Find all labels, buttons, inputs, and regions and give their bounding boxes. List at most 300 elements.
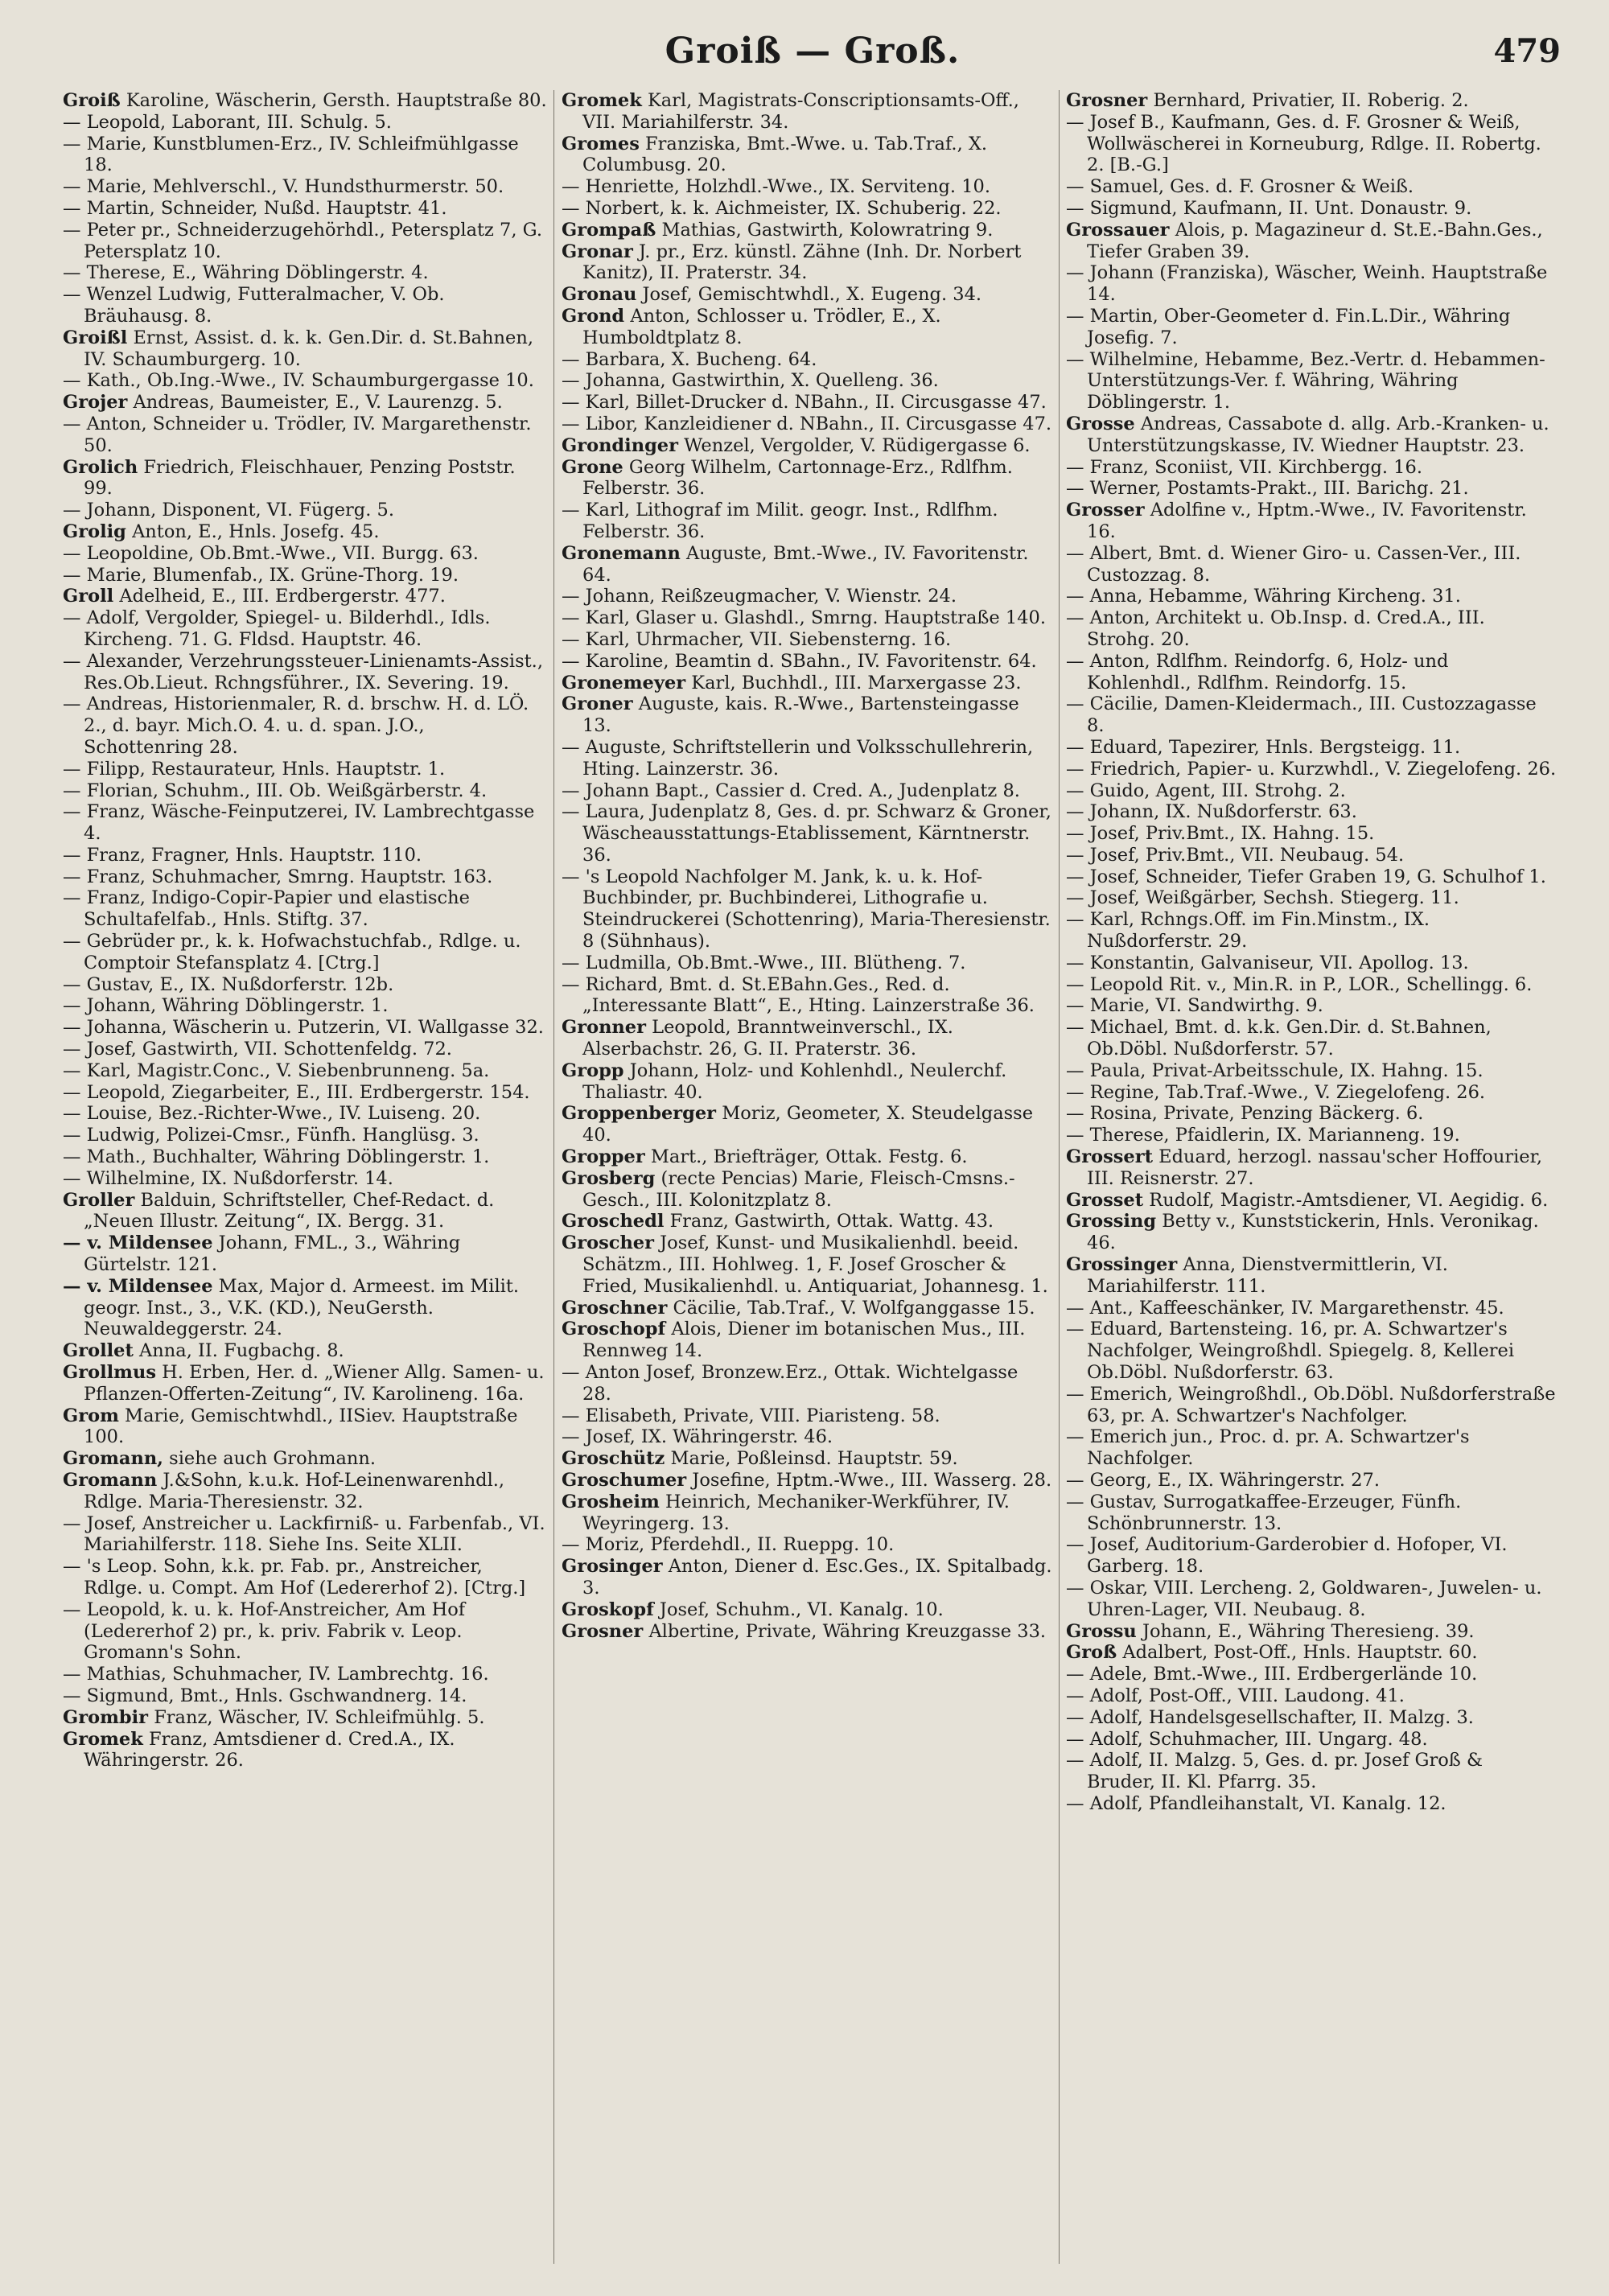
directory-entry — [63, 866, 547, 888]
entry-text: Andreas, Cassabote d. allg. Arb.-Kranken- u. Unterstützungskasse, IV. Wiedner Hauptstr. 23. — [1087, 413, 1549, 456]
entry-surname: Grosberg — [562, 1167, 656, 1189]
directory-entry — [63, 1232, 547, 1276]
directory-entry — [63, 607, 547, 651]
entry-text: Anna, Dienstvermittlerin, VI. Mariahilferstr. 111. — [1087, 1254, 1448, 1297]
page-title: Groiß — Groß. — [665, 31, 961, 72]
directory-entry — [1066, 1750, 1557, 1793]
entry-text: — Adolf, Handelsgesellschafter, II. Malzg. 3. — [1066, 1706, 1474, 1728]
entry-text: — Johann, Währing Döblingerstr. 1. — [63, 995, 389, 1017]
entry-text: J. pr., Erz. künstl. Zähne (Inh. Dr. Norbert Kanitz), II. Praterstr. 34. — [582, 241, 1022, 284]
entry-text: — Sigmund, Kaufmann, II. Unt. Donaustr. 9. — [1066, 197, 1472, 219]
directory-entry — [63, 521, 547, 543]
directory-entry — [1066, 1190, 1557, 1212]
directory-entry — [1066, 1060, 1557, 1082]
directory-entry — [562, 284, 1052, 306]
entry-text: — Math., Buchhalter, Währing Döblingerstr. 1. — [63, 1146, 490, 1168]
entry-text: — Leopold, Laborant, III. Schulg. 5. — [63, 111, 392, 133]
directory-entry — [562, 1621, 1052, 1643]
directory-entry — [63, 220, 547, 263]
entry-text: — Michael, Bmt. d. k.k. Gen.Dir. d. St.Bahnen, Ob.Döbl. Nußdorferstr. 57. — [1066, 1017, 1492, 1060]
entry-text: — Josef, Priv.Bmt., IX. Hahng. 15. — [1066, 823, 1375, 845]
entry-text: Anton, E., Hnls. Josefg. 45. — [132, 521, 380, 542]
directory-entry — [1066, 1707, 1557, 1729]
directory-entry — [1066, 1298, 1557, 1319]
entry-surname: — v. Mildensee — [63, 1275, 213, 1297]
entry-text: siehe auch Grohmann. — [169, 1448, 376, 1470]
entry-text: Friedrich, Fleischhauer, Penzing Poststr. 99. — [84, 456, 516, 500]
entry-text: — Adolf, Post-Off., VIII. Laudong. 41. — [1066, 1685, 1405, 1706]
entry-surname: Groschner — [562, 1297, 668, 1319]
entry-surname: Groskopf — [562, 1599, 654, 1620]
entry-text: Wenzel, Vergolder, V. Rüdigergasse 6. — [684, 434, 1031, 456]
directory-entry — [1066, 1426, 1557, 1470]
entry-surname: Groll — [63, 586, 114, 607]
directory-entry — [1066, 543, 1557, 586]
directory-entry — [1066, 414, 1557, 457]
entry-surname: Grossauer — [1066, 219, 1170, 241]
entry-text: Franz, Amtsdiener d. Cred.A., IX. Währingerstr. 26. — [84, 1728, 455, 1771]
entry-surname: Grosser — [1066, 500, 1145, 521]
directory-entry — [1066, 1211, 1557, 1254]
entry-text: — Adolf, II. Malzg. 5, Ges. d. pr. Josef Groß & Bruder, II. Kl. Pfarrg. 35. — [1066, 1750, 1483, 1793]
directory-entry — [562, 737, 1052, 780]
directory-entry — [1066, 220, 1557, 263]
entry-text: — Marie, VI. Sandwirthg. 9. — [1066, 995, 1323, 1017]
directory-entry — [562, 370, 1052, 392]
directory-entry — [1066, 887, 1557, 909]
directory-entry — [63, 1060, 547, 1082]
entry-text: — Marie, Blumenfab., IX. Grüne-Thorg. 19. — [63, 564, 459, 586]
entry-text: Josefine, Hptm.-Wwe., III. Wasserg. 28. — [692, 1470, 1052, 1491]
directory-entry — [63, 995, 547, 1017]
directory-entry — [562, 1492, 1052, 1535]
entry-surname: Grone — [562, 456, 623, 478]
column-2 — [562, 90, 1052, 2272]
directory-entry — [1066, 1729, 1557, 1751]
entry-text: — Karl, Glaser u. Glashdl., Smrng. Hauptstraße 140. — [562, 607, 1046, 629]
directory-entry — [562, 586, 1052, 607]
entry-text: — Samuel, Ges. d. F. Grosner & Weiß. — [1066, 176, 1414, 198]
entry-text: Anna, II. Fugbachg. 8. — [139, 1340, 344, 1362]
entry-text: — Elisabeth, Private, VIII. Piaristeng. 58. — [562, 1405, 940, 1426]
directory-entry — [1066, 995, 1557, 1017]
entry-surname: Grondinger — [562, 434, 678, 456]
entry-surname: Gromann — [63, 1470, 158, 1491]
entry-text: — Johanna, Gastwirthin, X. Quelleng. 36. — [562, 370, 939, 392]
entry-text: — Leopoldine, Ob.Bmt.-Wwe., VII. Burgg. 63. — [63, 542, 479, 564]
directory-entry — [63, 1513, 547, 1557]
directory-entry — [1066, 866, 1557, 888]
directory-entry — [1066, 780, 1557, 802]
entry-text: Bernhard, Privatier, II. Roberig. 2. — [1153, 90, 1469, 111]
directory-entry — [1066, 651, 1557, 694]
entry-text: — Wilhelmine, Hebamme, Bez.-Vertr. d. Hebammen-Unterstützungs-Ver. f. Währing, Währing Döblingerstr. 1. — [1066, 348, 1545, 414]
directory-entry — [63, 1707, 547, 1729]
entry-text: — Wilhelmine, IX. Nußdorferstr. 14. — [63, 1167, 393, 1189]
entry-text: — Wenzel Ludwig, Futteralmacher, V. Ob. Bräuhausg. 8. — [63, 284, 445, 327]
entry-surname: Grossinger — [1066, 1254, 1178, 1276]
entry-surname: Groschedl — [562, 1211, 665, 1232]
directory-entry — [562, 607, 1052, 629]
directory-entry — [63, 845, 547, 866]
page-number: 479 — [1493, 32, 1561, 70]
directory-entry — [63, 284, 547, 327]
entry-text: — Karl, Uhrmacher, VII. Siebensterng. 16. — [562, 628, 952, 650]
entry-text: — Johann, Reißzeugmacher, V. Wienstr. 24. — [562, 586, 957, 607]
entry-text: — Karl, Billet-Drucker d. NBahn., II. Circusgasse 47. — [562, 392, 1047, 414]
directory-entry — [562, 134, 1052, 177]
entry-text: — Richard, Bmt. d. St.EBahn.Ges., Red. d. „Interessante Blatt“, E., Hting. Lainzerstraße 36. — [562, 973, 1035, 1017]
entry-text: — Rosina, Private, Penzing Bäckerg. 6. — [1066, 1103, 1424, 1125]
entry-surname: Gropper — [562, 1146, 645, 1168]
directory-entry — [562, 1017, 1052, 1060]
entry-surname: Gromes — [562, 133, 640, 154]
entry-surname: Gromek — [63, 1728, 143, 1750]
directory-entry — [562, 176, 1052, 198]
directory-entry — [63, 198, 547, 220]
directory-entry — [1066, 1642, 1557, 1664]
page-header — [64, 24, 1561, 88]
directory-entry — [63, 1276, 547, 1340]
entry-surname: Grollmus — [63, 1362, 157, 1384]
directory-entry — [562, 1319, 1052, 1362]
entry-text: Heinrich, Mechaniker-Werkführer, IV. Weyringerg. 13. — [582, 1491, 1010, 1534]
directory-entry — [562, 1470, 1052, 1492]
directory-entry — [1066, 823, 1557, 845]
entry-text: — Anton, Schneider u. Trödler, IV. Margarethenstr. 50. — [63, 413, 532, 456]
entry-text: — Eduard, Tapezirer, Hnls. Bergsteigg. 11. — [1066, 736, 1461, 758]
directory-entry — [1066, 90, 1557, 112]
directory-entry — [1066, 500, 1557, 543]
directory-entry — [1066, 737, 1557, 759]
directory-entry — [562, 1448, 1052, 1470]
entry-text: — Adolf, Schuhmacher, III. Ungarg. 48. — [1066, 1728, 1428, 1750]
entry-text: — Josef, Schneider, Tiefer Graben 19, G. Schulhof 1. — [1066, 866, 1546, 887]
entry-text: Johann, FML., 3., Währing Gürtelstr. 121. — [84, 1232, 461, 1276]
entry-text: — Karl, Magistr.Conc., V. Siebenbrunneng. 5a. — [63, 1060, 490, 1081]
entry-surname: Gromann, — [63, 1448, 164, 1470]
entry-surname: Groller — [63, 1189, 135, 1211]
entry-text: Albertine, Private, Währing Kreuzgasse 33. — [648, 1620, 1047, 1642]
directory-entry — [63, 1405, 547, 1449]
entry-text: Ernst, Assist. d. k. k. Gen.Dir. d. St.Bahnen, IV. Schaumburgerg. 10. — [84, 327, 533, 370]
entry-text: — Leopold Rit. v., Min.R. in P., LOR., Schellingg. 6. — [1066, 973, 1533, 995]
entry-surname: Gropp — [562, 1060, 624, 1081]
directory-entry — [1066, 1621, 1557, 1643]
directory-entry — [1066, 1685, 1557, 1707]
entry-text: — Emerich jun., Proc. d. pr. A. Schwartzer's Nachfolger. — [1066, 1426, 1470, 1470]
entry-text: — Therese, E., Währing Döblingerstr. 4. — [63, 262, 429, 284]
directory-entry — [63, 1146, 547, 1168]
entry-text: — Anna, Hebamme, Währing Kircheng. 31. — [1066, 586, 1461, 607]
directory-entry — [63, 801, 547, 845]
directory-entry — [1066, 478, 1557, 500]
entry-text: Betty v., Kunststickerin, Hnls. Veronikag. 46. — [1087, 1211, 1539, 1254]
entry-text: Adelheid, E., III. Erdbergerstr. 477. — [119, 586, 446, 607]
directory-entry — [562, 457, 1052, 500]
entry-text: — Anton, Rdlfhm. Reindorfg. 6, Holz- und Kohlenhdl., Rdlfhm. Reindorfg. 15. — [1066, 650, 1449, 693]
directory-entry — [562, 306, 1052, 349]
entry-text: (recte Pencias) Marie, Fleisch-Cmsns.-Gesch., III. Kolonitzplatz 8. — [582, 1167, 1015, 1211]
entry-text: — Mathias, Schuhmacher, IV. Lambrechtg. 16. — [63, 1664, 489, 1685]
entry-surname: Groiß — [63, 90, 121, 111]
entry-text: — Karoline, Beamtin d. SBahn., IV. Favoritenstr. 64. — [562, 650, 1037, 672]
directory-entry — [562, 1426, 1052, 1448]
directory-entry — [1066, 1492, 1557, 1535]
entry-text: Anton, Diener d. Esc.Ges., IX. Spitalbadg. 3. — [582, 1556, 1052, 1599]
directory-entry — [562, 780, 1052, 802]
directory-entry — [562, 1232, 1052, 1297]
directory-entry — [63, 1340, 547, 1362]
entry-text: Andreas, Baumeister, E., V. Laurenzg. 5. — [133, 392, 503, 414]
entry-surname: Grosse — [1066, 413, 1135, 434]
entry-text: — Josef B., Kaufmann, Ges. d. F. Grosner & Weiß, Wollwäscherei in Korneuburg, Rdlge. II. Robertg. 2. [B.-G.] — [1066, 111, 1541, 176]
entry-surname: Gronemeyer — [562, 672, 686, 693]
entry-text: Balduin, Schriftsteller, Chef-Redact. d. „Neuen Illustr. Zeitung“, IX. Bergg. 31. — [84, 1189, 495, 1232]
entry-surname: Groschumer — [562, 1470, 687, 1491]
column-divider — [1059, 90, 1060, 2264]
entry-text: — Emerich, Weingroßhdl., Ob.Döbl. Nußdorferstraße 63, pr. A. Schwartzer's Nachfolger. — [1066, 1383, 1556, 1426]
entry-text: — Anton Josef, Bronzew.Erz., Ottak. Wichtelgasse 28. — [562, 1362, 1018, 1405]
directory-entry — [63, 759, 547, 780]
directory-entry — [63, 1039, 547, 1060]
entry-surname: Gronau — [562, 284, 637, 306]
entry-surname: Grollet — [63, 1340, 134, 1362]
entry-text: Adalbert, Post-Off., Hnls. Hauptstr. 60. — [1122, 1642, 1478, 1664]
directory-entry — [1066, 1534, 1557, 1578]
directory-entry — [562, 1211, 1052, 1232]
directory-entry — [562, 974, 1052, 1018]
entry-text: — Regine, Tab.Traf.-Wwe., V. Ziegelofeng. 26. — [1066, 1081, 1486, 1103]
entry-text: — 's Leop. Sohn, k.k. pr. Fab. pr., Anstreicher, Rdlge. u. Compt. Am Hof (Ledererhof 2). [Ctrg.] — [63, 1556, 526, 1599]
entry-text: Karl, Magistrats-Conscriptionsamts-Off., VII. Mariahilferstr. 34. — [582, 90, 1019, 133]
entry-surname: Groppenberger — [562, 1103, 717, 1125]
directory-entry — [562, 1103, 1052, 1146]
entry-text: — Franz, Wäsche-Feinputzerei, IV. Lambrechtgasse 4. — [63, 801, 535, 845]
entry-text: J.&Sohn, k.u.k. Hof-Leinenwarenhdl., Rdlge. Maria-Theresienstr. 32. — [84, 1470, 505, 1512]
entry-surname: Groißl — [63, 327, 128, 348]
entry-text: — Adolf, Vergolder, Spiegel- u. Bilderhdl., Idls. Kircheng. 71. G. Fldsd. Hauptstr. 46. — [63, 607, 491, 650]
directory-entry — [1066, 1017, 1557, 1060]
directory-entry — [562, 953, 1052, 974]
directory-entry — [1066, 1254, 1557, 1298]
directory-entry — [1066, 306, 1557, 349]
entry-text: Mart., Briefträger, Ottak. Festg. 6. — [650, 1146, 968, 1168]
entry-text: — Martin, Schneider, Nußd. Hauptstr. 41. — [63, 197, 447, 219]
entry-text: — Marie, Mehlverschl., V. Hundsthurmerstr. 50. — [63, 176, 504, 198]
directory-entry — [63, 90, 547, 112]
entry-text: Cäcilie, Tab.Traf., V. Wolfganggasse 15. — [673, 1297, 1035, 1319]
entry-surname: Gromek — [562, 90, 642, 111]
entry-text: — Sigmund, Bmt., Hnls. Gschwandnerg. 14. — [63, 1685, 467, 1706]
entry-text: — Florian, Schuhm., III. Ob. Weißgärberstr. 4. — [63, 780, 488, 801]
entry-text: — 's Leopold Nachfolger M. Jank, k. u. k. Hof-Buchbinder, pr. Buchbinderei, Lithografie u. Steindruckerei (Schottenring), Maria-Theresienstr. 8 (Sühnhaus). — [562, 866, 1051, 953]
entry-surname: Grosner — [1066, 90, 1148, 111]
entry-text: — Franz, Indigo-Copir-Papier und elastische Schultafelfab., Hnls. Stiftg. 37. — [63, 887, 470, 931]
directory-entry — [562, 1060, 1052, 1104]
directory-entry — [1066, 1146, 1557, 1190]
directory-entry — [63, 543, 547, 565]
entry-text: — Cäcilie, Damen-Kleidermach., III. Custozzagasse 8. — [1066, 693, 1537, 737]
entry-text: Alois, p. Magazineur d. St.E.-Bahn.Ges., Tiefer Graben 39. — [1087, 219, 1543, 262]
entry-surname: Grosheim — [562, 1491, 660, 1512]
directory-entry — [562, 392, 1052, 414]
directory-entry — [63, 586, 547, 607]
entry-text: — Marie, Kunstblumen-Erz., IV. Schleifmühlgasse 18. — [63, 133, 519, 176]
directory-entry — [1066, 845, 1557, 866]
entry-text: Josef, Gemischtwhdl., X. Eugeng. 34. — [642, 284, 982, 306]
entry-text: — Franz, Fragner, Hnls. Hauptstr. 110. — [63, 844, 422, 866]
entry-text: Franz, Wäscher, IV. Schleifmühlg. 5. — [154, 1706, 485, 1728]
entry-text: — Franz, Schuhmacher, Smrng. Hauptstr. 163. — [63, 866, 493, 887]
entry-text: Franziska, Bmt.-Wwe. u. Tab.Traf., X. Columbusg. 20. — [582, 133, 988, 176]
entry-text: — Leopold, Ziegarbeiter, E., III. Erdbergerstr. 154. — [63, 1081, 530, 1103]
entry-text: — Henriette, Holzhdl.-Wwe., IX. Serviteng. 10. — [562, 176, 990, 198]
directory-entry — [63, 651, 547, 694]
directory-entry — [63, 565, 547, 586]
directory-entry — [1066, 1470, 1557, 1492]
entry-text: — Auguste, Schriftstellerin und Volksschullehrerin, Hting. Lainzerstr. 36. — [562, 736, 1034, 780]
directory-entry — [562, 1599, 1052, 1621]
directory-entry — [562, 693, 1052, 737]
directory-entry — [63, 112, 547, 134]
entry-text: — Friedrich, Papier- u. Kurzwhdl., V. Ziegelofeng. 26. — [1066, 758, 1557, 780]
directory-entry — [63, 134, 547, 177]
directory-entry — [63, 1017, 547, 1039]
entry-surname: Grosner — [562, 1620, 644, 1642]
directory-entry — [1066, 801, 1557, 823]
entry-text: — Filipp, Restaurateur, Hnls. Hauptstr. 1. — [63, 758, 446, 780]
entry-surname: Grond — [562, 305, 625, 327]
entry-text: Auguste, kais. R.-Wwe., Bartensteingasse 13. — [582, 693, 1019, 737]
entry-text: — Kath., Ob.Ing.-Wwe., IV. Schaumburgergasse 10. — [63, 370, 534, 392]
directory-entry — [562, 1168, 1052, 1212]
entry-text: Eduard, herzogl. nassau'scher Hoffourier, III. Reisnerstr. 27. — [1087, 1146, 1543, 1189]
directory-entry — [63, 457, 547, 500]
directory-entry — [1066, 1793, 1557, 1815]
directory-entry — [63, 1082, 547, 1104]
directory-entry — [1066, 1082, 1557, 1104]
entry-text: — Ludmilla, Ob.Bmt.-Wwe., III. Blütheng. 7. — [562, 952, 966, 973]
directory-entry — [1066, 262, 1557, 306]
directory-entry — [562, 198, 1052, 220]
entry-surname: Groß — [1066, 1642, 1117, 1664]
entry-text: — Johann, Disponent, VI. Fügerg. 5. — [63, 500, 394, 521]
entry-text: — Gustav, Surrogatkaffee-Erzeuger, Fünfh. Schönbrunnerstr. 13. — [1066, 1491, 1462, 1534]
directory-entry — [63, 1103, 547, 1125]
directory-entry — [562, 500, 1052, 543]
column-divider — [553, 90, 554, 2264]
entry-surname: Grosset — [1066, 1189, 1144, 1211]
column-3 — [1066, 90, 1557, 2272]
entry-text: — Franz, Sconiist, VII. Kirchbergg. 16. — [1066, 456, 1422, 478]
directory-entry — [1066, 974, 1557, 996]
entry-text: — Karl, Lithograf im Milit. geogr. Inst., Rdlfhm. Felberstr. 36. — [562, 500, 998, 542]
directory-entry — [562, 435, 1052, 457]
entry-surname: Grossu — [1066, 1620, 1137, 1642]
entry-text: — Adolf, Pfandleihanstalt, VI. Kanalg. 12. — [1066, 1792, 1446, 1814]
entry-text: — Louise, Bez.-Richter-Wwe., IV. Luiseng. 20. — [63, 1103, 481, 1125]
directory-entry — [1066, 1664, 1557, 1685]
entry-surname: Grombir — [63, 1706, 149, 1728]
entry-text: — Georg, E., IX. Währingerstr. 27. — [1066, 1470, 1380, 1491]
entry-text: — Josef, Weißgärber, Sechsh. Stiegerg. 11. — [1066, 887, 1459, 909]
entry-text: — Therese, Pfaidlerin, IX. Marianneng. 19. — [1066, 1125, 1460, 1146]
entry-text: Marie, Gemischtwhdl., IISiev. Hauptstraße 100. — [84, 1405, 518, 1448]
entry-text: — Johann Bapt., Cassier d. Cred. A., Judenplatz 8. — [562, 780, 1020, 801]
directory-entry — [1066, 1319, 1557, 1383]
entry-text: — Josef, IX. Währingerstr. 46. — [562, 1426, 833, 1448]
directory-entry — [63, 370, 547, 392]
entry-text: Auguste, Bmt.-Wwe., IV. Favoritenstr. 64. — [582, 542, 1029, 586]
directory-entry — [63, 392, 547, 414]
directory-entry — [63, 327, 547, 371]
entry-text: — Moriz, Pferdehdl., II. Rueppg. 10. — [562, 1534, 895, 1556]
entry-text: Karoline, Wäscherin, Gersth. Hauptstraße 80. — [126, 90, 547, 111]
entry-text: — Johanna, Wäscherin u. Putzerin, VI. Wallgasse 32. — [63, 1017, 544, 1039]
entry-text: — Johann, IX. Nußdorferstr. 63. — [1066, 801, 1357, 823]
entry-text: — Ludwig, Polizei-Cmsr., Fünfh. Hanglüsg. 3. — [63, 1125, 479, 1146]
directory-entry — [562, 1362, 1052, 1405]
entry-text: — Josef, Auditorium-Garderobier d. Hofoper, VI. Garberg. 18. — [1066, 1534, 1508, 1578]
entry-text: Marie, Poßleinsd. Hauptstr. 59. — [670, 1448, 958, 1470]
directory-entry — [1066, 693, 1557, 737]
directory-entry — [63, 1448, 547, 1470]
entry-surname: Grossert — [1066, 1146, 1153, 1168]
directory-entry — [63, 693, 547, 758]
directory-entry — [63, 176, 547, 198]
entry-text: — Alexander, Verzehrungssteuer-Linienamts-Assist., Res.Ob.Lieut. Rchngsführer., IX. Severing. 19. — [63, 650, 543, 693]
entry-text: Karl, Buchhdl., III. Marxergasse 23. — [691, 672, 1022, 693]
entry-text: H. Erben, Her. d. „Wiener Allg. Samen- u. Pflanzen-Offerten-Zeitung“, IV. Karolineng. 16a. — [84, 1362, 545, 1405]
entry-surname: Grolich — [63, 456, 138, 478]
entry-surname: Grojer — [63, 392, 128, 414]
directory-entry — [63, 1685, 547, 1707]
directory-entry — [63, 887, 547, 931]
directory-entry — [1066, 1103, 1557, 1125]
directory-entry — [562, 220, 1052, 241]
entry-text: — Karl, Rchngs.Off. im Fin.Minstm., IX. Nußdorferstr. 29. — [1066, 909, 1430, 953]
entry-surname: Groner — [562, 693, 633, 715]
directory-entry — [63, 1125, 547, 1146]
directory-entry — [63, 974, 547, 996]
directory-entry — [562, 629, 1052, 651]
entry-text: — Johann (Franziska), Wäscher, Weinh. Hauptstraße 14. — [1066, 262, 1548, 306]
entry-text: Johann, E., Währing Theresieng. 39. — [1142, 1620, 1475, 1642]
entry-surname: Grolig — [63, 521, 126, 542]
entry-surname: Grompaß — [562, 219, 656, 241]
directory-entry — [63, 931, 547, 974]
entry-text: — Libor, Kanzleidiener d. NBahn., II. Circusgasse 47. — [562, 413, 1052, 434]
entry-text: — Peter pr., Schneiderzugehörhdl., Petersplatz 7, G. Petersplatz 10. — [63, 219, 542, 262]
entry-text: Franz, Gastwirth, Ottak. Wattg. 43. — [669, 1211, 994, 1232]
entry-text: Mathias, Gastwirth, Kolowratring 9. — [661, 219, 994, 241]
directory-entry — [562, 866, 1052, 953]
entry-text: — Barbara, X. Bucheng. 64. — [562, 348, 817, 370]
entry-text: Anton, Schlosser u. Trödler, E., X. Humboldtplatz 8. — [582, 305, 941, 348]
entry-text: — Josef, Gastwirth, VII. Schottenfeldg. 72. — [63, 1039, 452, 1060]
directory-entry — [1066, 953, 1557, 974]
entry-text: — Paula, Privat-Arbeitsschule, IX. Hahng. 15. — [1066, 1060, 1483, 1081]
directory-entry — [562, 543, 1052, 586]
entry-surname: Grom — [63, 1405, 119, 1426]
entry-text: — Albert, Bmt. d. Wiener Giro- u. Cassen-Ver., III. Custozzag. 8. — [1066, 542, 1521, 586]
entry-text: Josef, Schuhm., VI. Kanalg. 10. — [659, 1599, 944, 1620]
directory-entry — [63, 262, 547, 284]
entry-text: Max, Major d. Armeest. im Milit. geogr. Inst., 3., V.K. (KD.), NeuGersth. Neuwaldeggerstr. 24. — [84, 1275, 520, 1340]
directory-entry — [1066, 1578, 1557, 1621]
directory-entry — [63, 780, 547, 802]
